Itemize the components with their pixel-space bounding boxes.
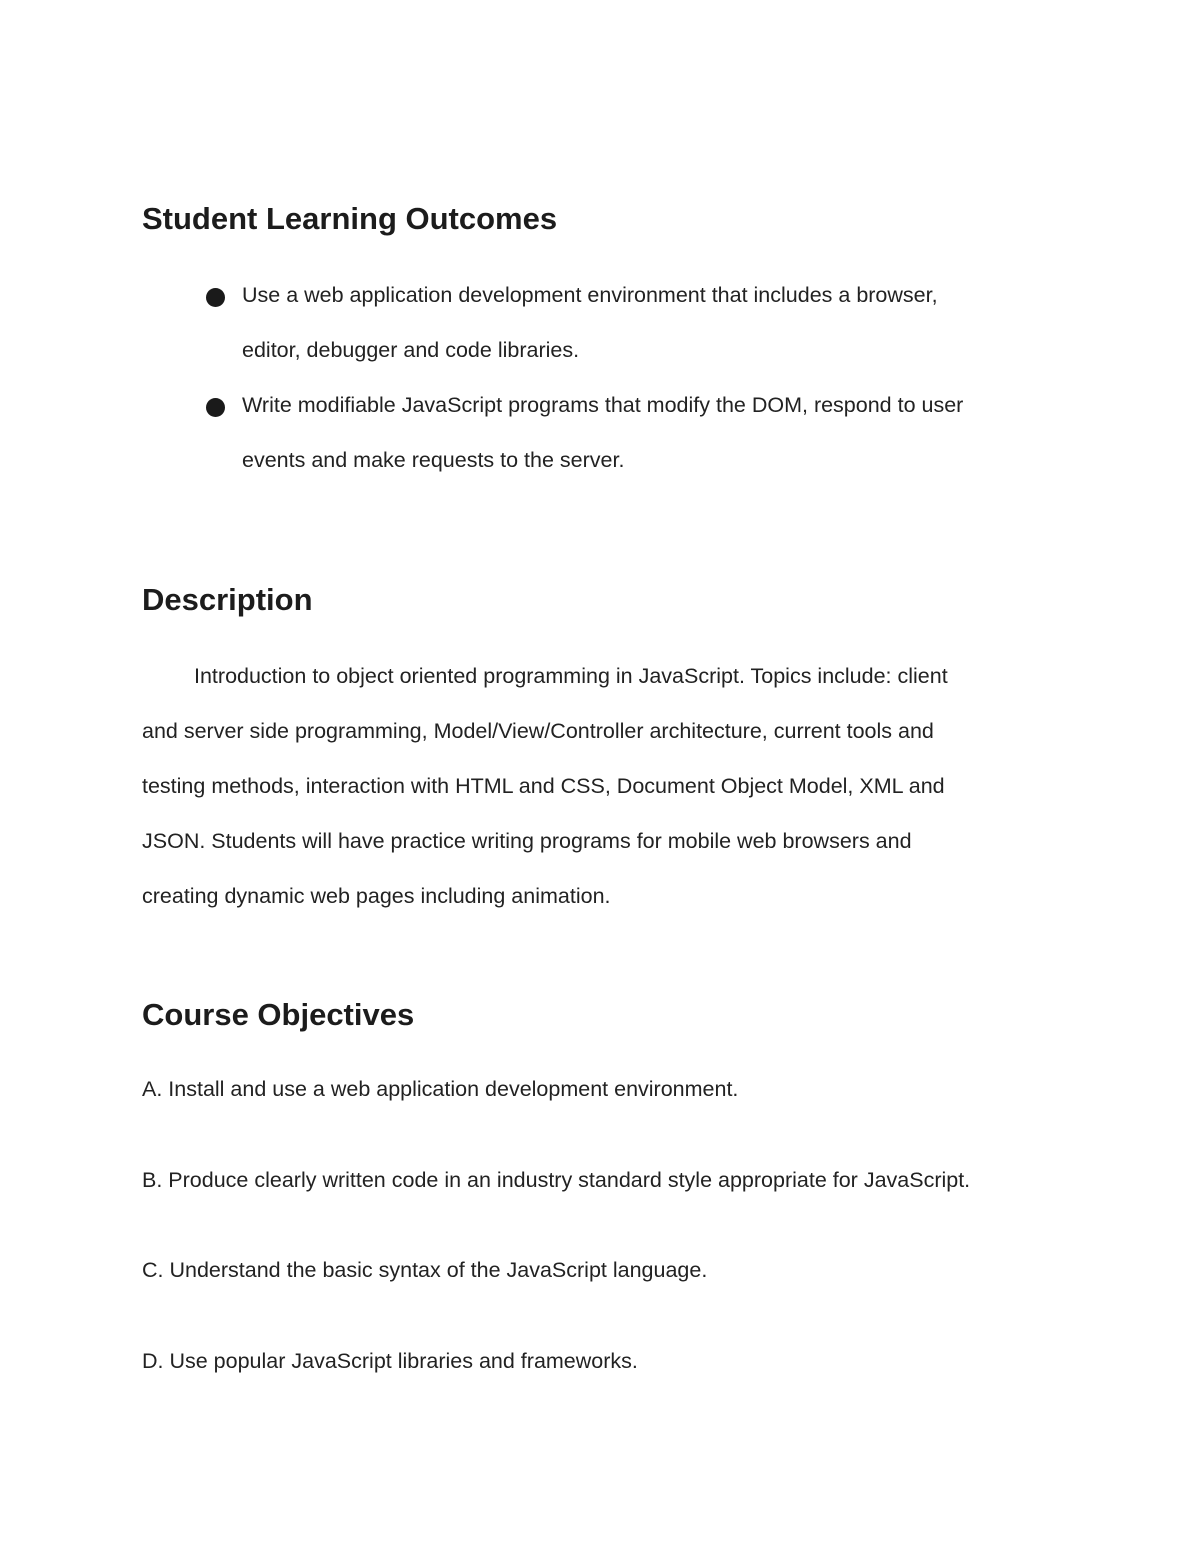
objectives-heading: Course Objectives (142, 997, 415, 1032)
outcome-line: events and make requests to the server. (242, 448, 625, 472)
objective-item: D. Use popular JavaScript libraries and frameworks. (142, 1349, 638, 1373)
objective-item: C. Understand the basic syntax of the JavaScript language. (142, 1258, 708, 1282)
description-line: and server side programming, Model/View/Controller architecture, current tools and (142, 719, 934, 743)
outcome-line: Use a web application development environment that includes a browser, (242, 283, 938, 307)
description-line: creating dynamic web pages including animation. (142, 884, 611, 908)
outcome-list-item (206, 390, 1106, 472)
outcome-line: Write modifiable JavaScript programs that modify the DOM, respond to user (242, 393, 964, 417)
description-line: Introduction to object oriented programming in JavaScript. Topics include: client (194, 664, 948, 688)
description-heading: Description (142, 582, 313, 617)
outcome-list-item (206, 280, 1106, 362)
objective-item: A. Install and use a web application development environment. (142, 1077, 739, 1101)
description-line: testing methods, interaction with HTML and CSS, Document Object Model, XML and (142, 774, 945, 798)
objective-item: B. Produce clearly written code in an industry standard style appropriate for JavaScript. (142, 1168, 971, 1192)
outcome-line: editor, debugger and code libraries. (242, 338, 580, 362)
description-line: JSON. Students will have practice writing programs for mobile web browsers and (142, 829, 912, 853)
bullet-dot-icon (206, 398, 225, 417)
outcomes-heading: Student Learning Outcomes (142, 201, 558, 236)
bullet-dot-icon (206, 288, 225, 307)
